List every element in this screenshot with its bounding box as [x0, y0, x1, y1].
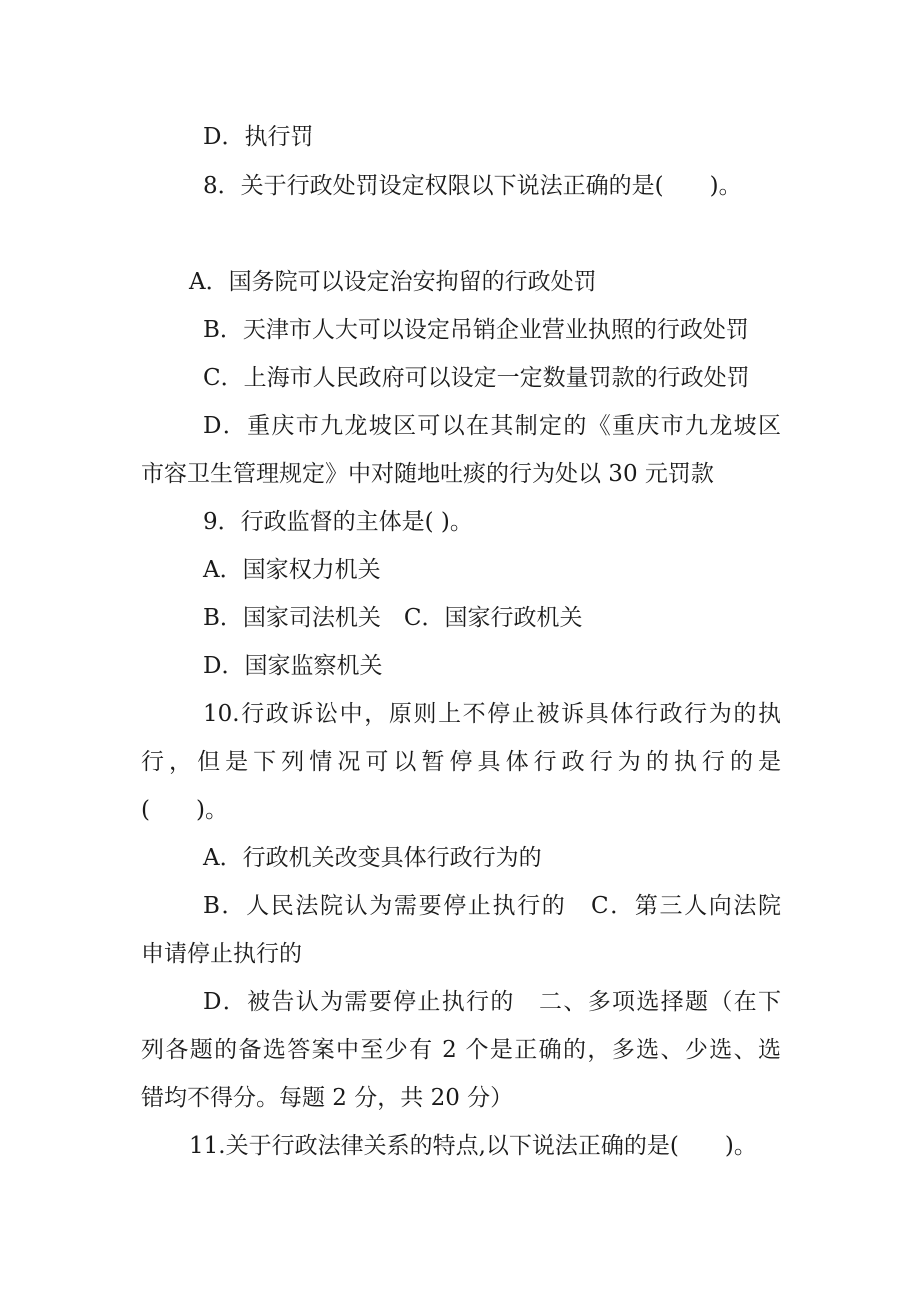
option-9d: D．国家监察机关: [203, 653, 383, 679]
option-9b-9c: B．国家司法机关 C．国家行政机关: [203, 605, 583, 631]
question-8: 8．关于行政处罚设定权限以下说法正确的是( )。: [203, 173, 742, 199]
option-8c: C．上海市人民政府可以设定一定数量罚款的行政处罚: [203, 365, 750, 391]
option-10c-line-2: 申请停止执行的: [141, 941, 302, 967]
question-11: 11.关于行政法律关系的特点,以下说法正确的是( )。: [189, 1133, 757, 1159]
option-8d-line-2: 市容卫生管理规定》中对随地吐痰的行为处以 30 元罚款: [141, 461, 714, 487]
option-10a: A．行政机关改变具体行政行为的: [203, 845, 542, 871]
section-2-instructions-line-3: 错均不得分。每题 2 分，共 20 分）: [141, 1085, 514, 1111]
question-10-line-3: ( )。: [141, 797, 228, 823]
section-2-instructions-line-2: 列各题的备选答案中至少有 2 个是正确的，多选、少选、选: [141, 1037, 781, 1063]
question-9: 9．行政监督的主体是( )。: [203, 509, 473, 535]
question-10-line-1: 10.行政诉讼中，原则上不停止被诉具体行政行为的执: [203, 701, 781, 727]
option-7d: D．执行罚: [203, 124, 314, 150]
option-8b: B．天津市人大可以设定吊销企业营业执照的行政处罚: [203, 317, 749, 343]
option-10d-section-2-line-1: D．被告认为需要停止执行的 二、多项选择题（在下: [203, 989, 781, 1015]
option-8a: A．国务院可以设定治安拘留的行政处罚: [189, 269, 597, 295]
option-9a: A．国家权力机关: [203, 557, 381, 583]
option-8d-line-1: D．重庆市九龙坡区可以在其制定的《重庆市九龙坡区: [203, 413, 781, 439]
question-10-line-2: 行，但是下列情况可以暂停具体行政行为的执行的是: [141, 749, 781, 775]
option-10b-10c-line-1: B．人民法院认为需要停止执行的 C．第三人向法院: [203, 893, 781, 919]
